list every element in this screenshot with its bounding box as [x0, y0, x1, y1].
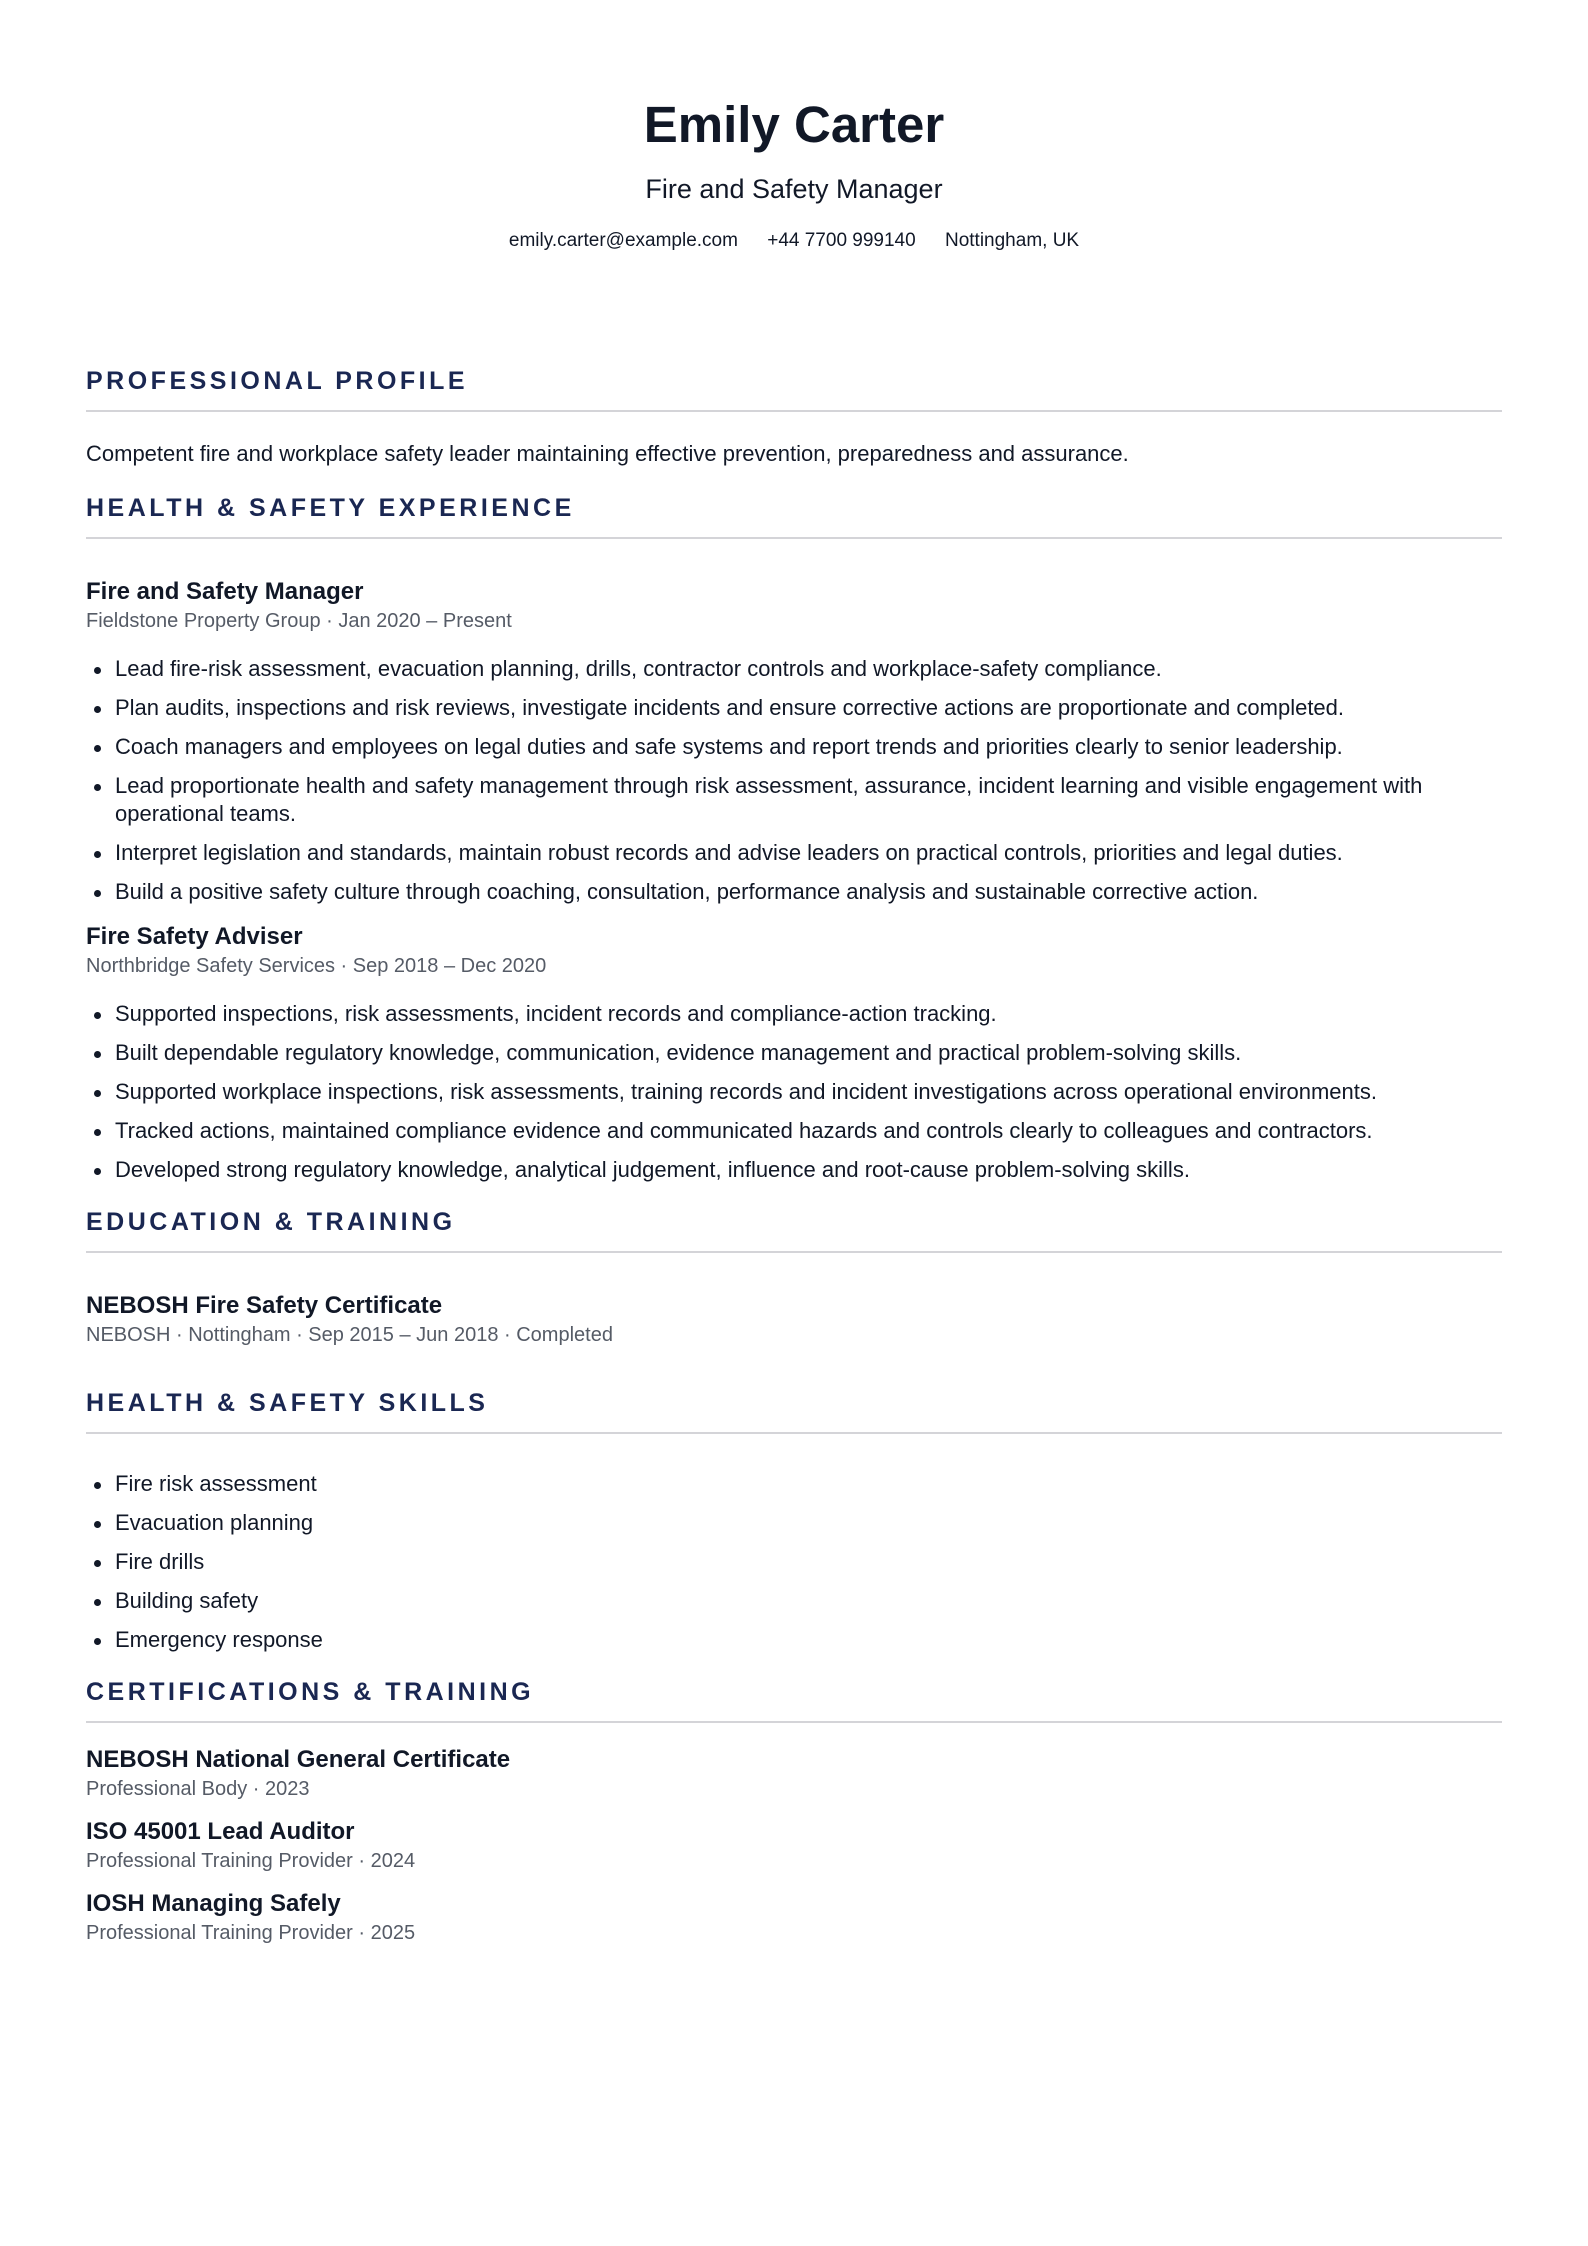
job-entry: [86, 577, 1502, 906]
certification-entry: [86, 1817, 1502, 1875]
job-bullet: Lead proportionate health and safety management through risk assessment, assurance, incident learning and visible engagement with operational teams.: [115, 772, 1502, 828]
contact-phone[interactable]: +44 7700 999140: [767, 230, 916, 251]
job-meta: Fieldstone Property Group · Jan 2020 – Present: [86, 610, 512, 632]
job-bullet: Supported inspections, risk assessments, incident records and compliance-action tracking.: [115, 1000, 1502, 1028]
resume-header: [86, 0, 1502, 254]
job-bullet: Built dependable regulatory knowledge, communication, evidence management and practical problem-solving skills.: [115, 1039, 1502, 1067]
certification-title: ISO 45001 Lead Auditor: [86, 1818, 355, 1845]
skill-item: Building safety: [115, 1587, 1502, 1615]
skill-item: Emergency response: [115, 1626, 1502, 1654]
job-bullet: Interpret legislation and standards, maintain robust records and advise leaders on practical controls, priorities and legal duties.: [115, 839, 1502, 867]
job-bullet: Supported workplace inspections, risk assessments, training records and incident investigations across operational environments.: [115, 1078, 1502, 1106]
skills-section: [86, 1387, 1502, 1654]
skill-item: Fire risk assessment: [115, 1470, 1502, 1498]
job-meta: Northbridge Safety Services · Sep 2018 – Dec 2020: [86, 955, 547, 977]
education-section: [86, 1206, 1502, 1349]
certification-entry: [86, 1889, 1502, 1947]
profile-section: [86, 365, 1502, 470]
certification-title: NEBOSH National General Certificate: [86, 1746, 511, 1773]
certifications-list: [86, 1745, 1502, 1947]
candidate-name: Emily Carter: [643, 96, 945, 153]
certification-title: IOSH Managing Safely: [86, 1890, 341, 1917]
skills-list: [86, 1470, 1502, 1654]
education-title: NEBOSH Fire Safety Certificate: [86, 1292, 443, 1319]
job-entry: [86, 922, 1502, 1184]
job-title: Fire Safety Adviser: [86, 923, 303, 950]
certifications-section-title: CERTIFICATIONS & TRAINING: [86, 1676, 1502, 1723]
contact-location: Nottingham, UK: [944, 230, 1080, 251]
certification-meta: Professional Training Provider · 2024: [86, 1850, 416, 1872]
profile-text: Competent fire and workplace safety leader maintaining effective prevention, preparedness and assurance.: [86, 441, 1129, 466]
job-bullet: Lead fire-risk assessment, evacuation planning, drills, contractor controls and workplace-safety compliance.: [115, 655, 1502, 683]
skill-item: Evacuation planning: [115, 1509, 1502, 1537]
job-bullet: Tracked actions, maintained compliance evidence and communicated hazards and controls clearly to colleagues and contractors.: [115, 1117, 1502, 1145]
candidate-role: Fire and Safety Manager: [645, 174, 943, 204]
job-bullets: [86, 655, 1502, 906]
job-bullet: Plan audits, inspections and risk reviews, investigate incidents and ensure corrective actions are proportionate and completed.: [115, 694, 1502, 722]
job-bullets: [86, 1000, 1502, 1184]
experience-section-title: HEALTH & SAFETY EXPERIENCE: [86, 492, 1502, 539]
skill-item: Fire drills: [115, 1548, 1502, 1576]
education-meta: NEBOSH · Nottingham · Sep 2015 – Jun 2018 · Completed: [86, 1324, 613, 1346]
contact-email[interactable]: emily.carter@example.com: [508, 230, 738, 251]
profile-section-title: PROFESSIONAL PROFILE: [86, 365, 1502, 412]
certifications-section: [86, 1676, 1502, 1947]
job-bullet: Coach managers and employees on legal duties and safe systems and report trends and priorities clearly to senior leadership.: [115, 733, 1502, 761]
certification-meta: Professional Training Provider · 2025: [86, 1922, 416, 1944]
education-entry: [86, 1291, 1502, 1349]
certification-meta: Professional Body · 2023: [86, 1778, 310, 1800]
contact-line: [86, 228, 1502, 254]
education-section-title: EDUCATION & TRAINING: [86, 1206, 1502, 1253]
job-bullet: Build a positive safety culture through coaching, consultation, performance analysis and sustainable corrective action.: [115, 878, 1502, 906]
job-title: Fire and Safety Manager: [86, 578, 364, 605]
job-bullet: Developed strong regulatory knowledge, analytical judgement, influence and root-cause problem-solving skills.: [115, 1156, 1502, 1184]
skills-section-title: HEALTH & SAFETY SKILLS: [86, 1387, 1502, 1434]
certification-entry: [86, 1745, 1502, 1803]
experience-section: [86, 492, 1502, 1184]
